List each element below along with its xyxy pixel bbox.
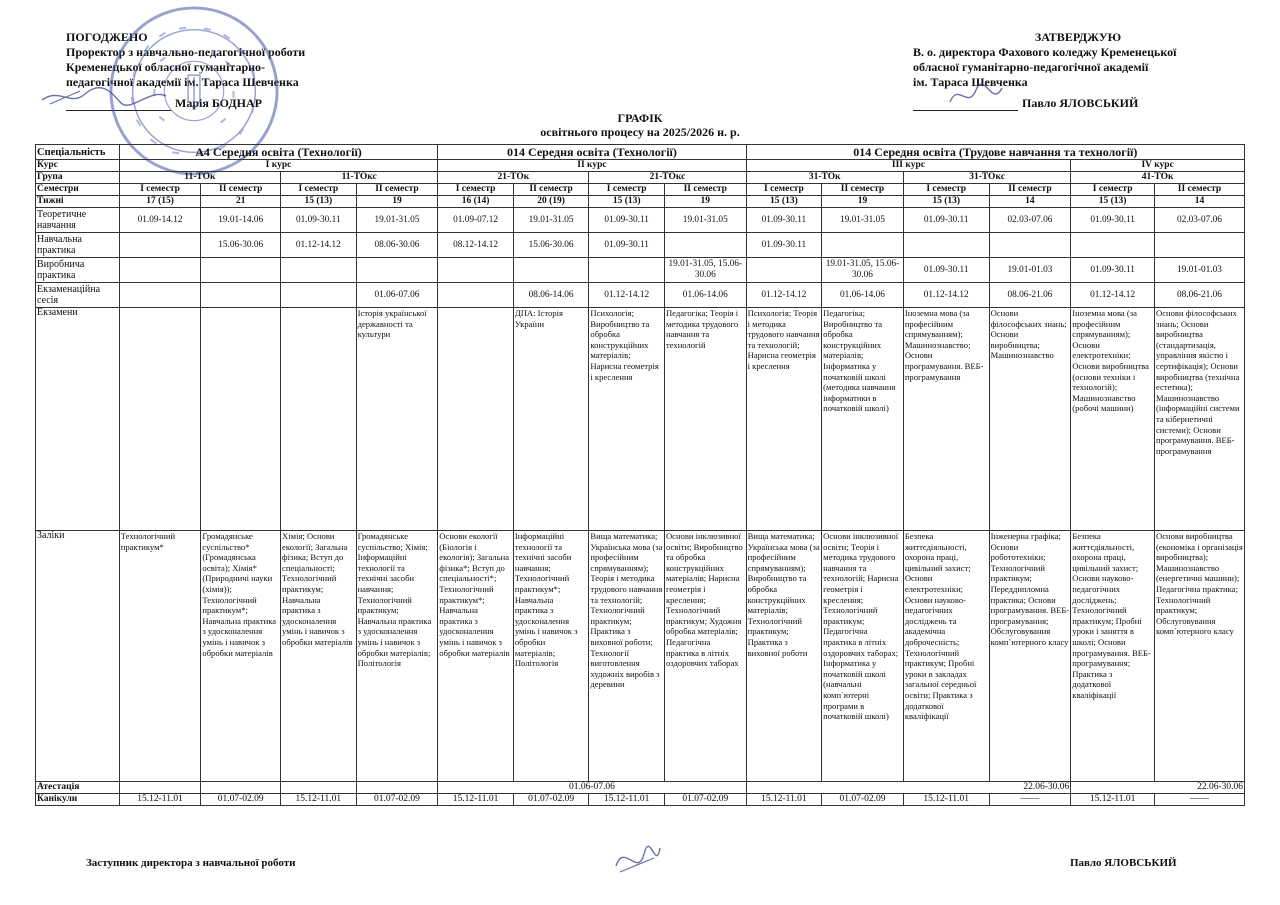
weeks-cell: 21 xyxy=(201,196,281,208)
theory-cell: 02.03-07.06 xyxy=(989,208,1071,233)
exams-cell: Психологія; Теорія і методика трудового навчання та технологій; Нарисна геометрія і креслення xyxy=(746,308,822,531)
approval-right-name: Павло ЯЛОВСЬКИЙ xyxy=(1022,96,1139,110)
vacation-cell: 01.07-02.09 xyxy=(822,794,904,806)
group-cell: 31-ТОкс xyxy=(903,172,1070,184)
theory-label: Теоретичне навчання xyxy=(36,208,120,233)
group-row xyxy=(36,172,1245,184)
production-practice-label: Виробнича практика xyxy=(36,258,120,283)
course-row xyxy=(36,160,1245,172)
group-cell: 41-ТОк xyxy=(1071,172,1245,184)
credits-label: Заліки xyxy=(36,531,120,782)
semester-cell: І семестр xyxy=(589,184,665,196)
exams-cell: Іноземна мова (за професійним спрямуванням); Основи електротехніки; Основи виробництва (основи техніки і технологій); Машинознавство (робочі машини) xyxy=(1071,308,1155,531)
approval-right-line3: ім. Тараса Шевченка xyxy=(913,75,1028,89)
exam-session-cell: 08.06-21.06 xyxy=(989,283,1071,308)
vacation-cell: —— xyxy=(989,794,1071,806)
theory-cell: 01.09-30.11 xyxy=(589,208,665,233)
semester-cell: ІІ семестр xyxy=(513,184,589,196)
specialty-cell: 014 Середня освіта (Технології) xyxy=(438,145,746,160)
vacation-cell: 15.12-11.01 xyxy=(903,794,989,806)
study-practice-cell xyxy=(989,233,1071,258)
credits-cell: Основи виробництва (економіка і організація виробництва); Машинознавство (енергетичні машини); Педагогічна практика; Технологічний практикум; Обслуговування комп`ютерного класу xyxy=(1154,531,1244,782)
theory-cell: 02.03-07.06 xyxy=(1154,208,1244,233)
approval-left-line2: Кременецької обласної гуманітарно- xyxy=(66,60,266,74)
semester-cell: ІІ семестр xyxy=(1154,184,1244,196)
weeks-row xyxy=(36,196,1245,208)
study-practice-cell xyxy=(1071,233,1155,258)
production-practice-cell: 19.01-01.03 xyxy=(989,258,1071,283)
attestation-label: Атестація xyxy=(36,782,120,794)
attestation-cell: 22.06-30.06 xyxy=(746,782,1071,794)
vacation-cell: 01.07-02.09 xyxy=(356,794,438,806)
exam-session-cell xyxy=(281,283,357,308)
group-cell: 11-ТОк xyxy=(119,172,280,184)
semester-cell: ІІ семестр xyxy=(989,184,1071,196)
semester-cell: ІІ семестр xyxy=(201,184,281,196)
exams-row xyxy=(36,308,1245,531)
group-cell: 21-ТОкс xyxy=(589,172,746,184)
production-practice-cell: 19.01-31.05, 15.06-30.06 xyxy=(664,258,746,283)
weeks-label: Тижні xyxy=(36,196,120,208)
weeks-cell: 17 (15) xyxy=(119,196,201,208)
approval-right-heading: ЗАТВЕРДЖУЮ xyxy=(1034,30,1122,44)
production-practice-cell xyxy=(438,258,514,283)
semester-cell: ІІ семестр xyxy=(664,184,746,196)
exams-cell xyxy=(281,308,357,531)
exam-session-row xyxy=(36,283,1245,308)
production-practice-cell xyxy=(281,258,357,283)
weeks-cell: 16 (14) xyxy=(438,196,514,208)
approval-right-line1: В. о. директора Фахового коледжу Кременецької xyxy=(913,45,1177,59)
vacation-cell: 15.12-11.01 xyxy=(1071,794,1155,806)
exams-cell: Педагогіка; Теорія і методика трудового навчання та технологій xyxy=(664,308,746,531)
exam-session-cell xyxy=(438,283,514,308)
exam-session-cell: 01.12-14.12 xyxy=(589,283,665,308)
credits-cell: Технологічний практикум* xyxy=(119,531,201,782)
attestation-cell xyxy=(281,782,357,794)
theory-cell: 01.09-30.11 xyxy=(746,208,822,233)
credits-cell: Вища математика; Українська мова (за професійним спрямуванням); Виробництво та обробка конструкційних матеріалів; Технологічний практикум; Практика з виховної роботи xyxy=(746,531,822,782)
theory-cell: 19.01-31.05 xyxy=(664,208,746,233)
weeks-cell: 14 xyxy=(989,196,1071,208)
exam-session-cell: 01.06-07.06 xyxy=(356,283,438,308)
credits-cell: Безпека життєдіяльності, охорона праці, цивільний захист; Основи науково-педагогічних досліджень; Технологічний практикум; Пробні уроки і заняття в школі; Основи програмування. ВЕБ-програмування; Практика з додаткової кваліфікації xyxy=(1071,531,1155,782)
production-practice-cell xyxy=(746,258,822,283)
vacation-cell: 01.07-02.09 xyxy=(664,794,746,806)
vacation-label: Канікули xyxy=(36,794,120,806)
exam-session-cell: 01.06-14.06 xyxy=(822,283,904,308)
footer-left-text: Заступник директора з навчальної роботи xyxy=(86,857,296,869)
schedule-table xyxy=(35,144,1245,806)
vacation-row xyxy=(36,794,1245,806)
vacation-cell: 15.12-11.01 xyxy=(119,794,201,806)
weeks-cell: 15 (13) xyxy=(746,196,822,208)
production-practice-cell xyxy=(119,258,201,283)
approval-right-line2: обласної гуманітарно-педагогічної академії xyxy=(913,60,1149,74)
attestation-row xyxy=(36,782,1245,794)
course-cell: І курс xyxy=(119,160,438,172)
exam-session-cell: 01.12-14.12 xyxy=(903,283,989,308)
production-practice-cell xyxy=(589,258,665,283)
study-practice-cell: 01.09-30.11 xyxy=(589,233,665,258)
study-practice-cell: 08.06-30.06 xyxy=(356,233,438,258)
study-practice-cell xyxy=(822,233,904,258)
theory-cell: 01.09-07.12 xyxy=(438,208,514,233)
weeks-cell: 15 (13) xyxy=(1071,196,1155,208)
production-practice-cell xyxy=(513,258,589,283)
credits-cell: Основи екології (Біологія і екологія); Загальна фізика*; Вступ до спеціальності*; Технологічний практикум*; Навчальна практика з удосконалення умінь і навичок з обробки матеріалів xyxy=(438,531,514,782)
exam-session-cell xyxy=(119,283,201,308)
production-practice-cell xyxy=(201,258,281,283)
weeks-cell: 19 xyxy=(822,196,904,208)
group-cell: 11-ТОкс xyxy=(281,172,438,184)
credits-cell: Вища математика; Українська мова (за професійним спрямуванням); Теорія і методика трудового навчання та технологій; Технологічний практикум; Практика з виховної роботи; Технології виготовлення художніх виробів з деревини xyxy=(589,531,665,782)
group-label: Група xyxy=(36,172,120,184)
study-practice-cell: 08.12-14.12 xyxy=(438,233,514,258)
study-practice-cell xyxy=(1154,233,1244,258)
credits-row xyxy=(36,531,1245,782)
production-practice-row xyxy=(36,258,1245,283)
exams-cell: Історія української державності та культури xyxy=(356,308,438,531)
course-cell: ІV курс xyxy=(1071,160,1245,172)
study-practice-cell: 15.06-30.06 xyxy=(513,233,589,258)
weeks-cell: 19 xyxy=(664,196,746,208)
weeks-cell: 14 xyxy=(1154,196,1244,208)
attestation-cell: 01.06-07.06 xyxy=(438,782,746,794)
study-practice-label: Навчальна практика xyxy=(36,233,120,258)
title-sub: освітнього процесу на 2025/2026 н. р. xyxy=(540,125,740,139)
semester-row xyxy=(36,184,1245,196)
exams-cell xyxy=(201,308,281,531)
course-cell: ІІ курс xyxy=(438,160,746,172)
vacation-cell: —— xyxy=(1154,794,1244,806)
theory-cell: 19.01-31.05 xyxy=(513,208,589,233)
approval-left-line1: Проректор з навчально-педагогічної роботи xyxy=(66,45,306,59)
semester-cell: І семестр xyxy=(746,184,822,196)
vacation-cell: 15.12-11.01 xyxy=(281,794,357,806)
document-title xyxy=(0,111,1280,139)
study-practice-cell: 01.09-30.11 xyxy=(746,233,822,258)
group-cell: 31-ТОк xyxy=(746,172,903,184)
credits-cell: Інженерна графіка; Основи робототехніки; Технологічний практикум; Переддипломна практика; Основи програмування. ВЕБ-програмування; Обслуговування комп`ютерного класу xyxy=(989,531,1071,782)
exams-cell: Педагогіка; Виробництво та обробка конструкційних матеріалів; Інформатика у початковій школі (методика навчання інформатики в початковій школі) xyxy=(822,308,904,531)
footer-right-text: Павло ЯЛОВСЬКИЙ xyxy=(1070,857,1177,869)
exams-cell: Іноземна мова (за професійним спрямуванням); Машинознавство; Основи програмування. ВЕБ-програмування xyxy=(903,308,989,531)
credits-cell: Безпека життєдіяльності, охорона праці, цивільний захист; Основи електротехніки; Основи науково-педагогічних досліджень та академічна доброчесність; Технологічний практикум; Пробні уроки в закладах загальної середньої освіти; Практика з додаткової кваліфікації xyxy=(903,531,989,782)
exam-session-cell: 01.06-14.06 xyxy=(664,283,746,308)
specialty-cell: 014 Середня освіта (Трудове навчання та технології) xyxy=(746,145,1244,160)
attestation-cell xyxy=(119,782,201,794)
semester-label: Семестри xyxy=(36,184,120,196)
approval-left-heading: ПОГОДЖЕНО xyxy=(66,30,148,44)
vacation-cell: 01.07-02.09 xyxy=(201,794,281,806)
production-practice-cell: 19.01-01.03 xyxy=(1154,258,1244,283)
production-practice-cell: 01.09-30.11 xyxy=(903,258,989,283)
credits-cell: Основи інклюзивної освіти; Виробництво та обробка конструкційних матеріалів; Нарисна геометрія і креслення; Технологічний практикум; Художня обробка матеріалів; Педагогічна практика в літніх оздоровчих таборах xyxy=(664,531,746,782)
exams-cell: Основи філософських знань; Основи виробництва; Машинознавство xyxy=(989,308,1071,531)
theory-cell: 19.01-31.05 xyxy=(356,208,438,233)
exams-cell: Основи філософських знань; Основи виробництва (стандартизація, управління якістю і сертифікація); Основи виробництва (технічна естетика); Машинознавство (інформаційні системи та кібернетичні системи); Основи програмування. ВЕБ-програмування xyxy=(1154,308,1244,531)
attestation-cell: 22.06-30.06 xyxy=(1071,782,1245,794)
exam-session-cell xyxy=(201,283,281,308)
weeks-cell: 20 (19) xyxy=(513,196,589,208)
study-practice-cell xyxy=(664,233,746,258)
exams-cell: ДПА: Історія України xyxy=(513,308,589,531)
signature-right xyxy=(946,80,1006,112)
credits-cell: Основи інклюзивної освіти; Теорія і методика трудового навчання та технологій; Нарисна геометрія і креслення; Технологічний практикум; Педагогічна практика в літніх оздоровчих таборах; Інформатика у початковій школі (навчальні комп`ютерні програми в початковій школі) xyxy=(822,531,904,782)
semester-cell: І семестр xyxy=(119,184,201,196)
production-practice-cell: 01.09-30.11 xyxy=(1071,258,1155,283)
attestation-cell xyxy=(201,782,281,794)
specialty-label: Спеціальність xyxy=(36,145,120,160)
specialty-cell: А4 Середня освіта (Технології) xyxy=(119,145,438,160)
theory-cell: 01.09-30.11 xyxy=(903,208,989,233)
signature-left xyxy=(40,82,170,112)
vacation-cell: 15.12-11.01 xyxy=(746,794,822,806)
exams-label: Екзамени xyxy=(36,308,120,531)
study-practice-cell: 01.12-14.12 xyxy=(281,233,357,258)
weeks-cell: 15 (13) xyxy=(903,196,989,208)
course-label: Курс xyxy=(36,160,120,172)
signature-footer xyxy=(610,836,662,884)
approval-left-line3: педагогічної академії ім. Тараса Шевченка xyxy=(66,75,299,89)
exam-session-cell: 01.12-14.12 xyxy=(746,283,822,308)
semester-cell: ІІ семестр xyxy=(822,184,904,196)
theory-cell: 19.01-14.06 xyxy=(201,208,281,233)
study-practice-row xyxy=(36,233,1245,258)
exam-session-cell: 08.06-14.06 xyxy=(513,283,589,308)
vacation-cell: 15.12-11.01 xyxy=(438,794,514,806)
study-practice-cell: 15.06-30.06 xyxy=(201,233,281,258)
exam-session-cell: 08.06-21.06 xyxy=(1154,283,1244,308)
exam-session-label: Екзаменаційна сесія xyxy=(36,283,120,308)
semester-cell: ІІ семестр xyxy=(356,184,438,196)
weeks-cell: 15 (13) xyxy=(281,196,357,208)
exams-cell xyxy=(438,308,514,531)
theory-cell: 19.01-31.05 xyxy=(822,208,904,233)
group-cell: 21-ТОк xyxy=(438,172,589,184)
attestation-cell xyxy=(356,782,438,794)
production-practice-cell: 19.01-31.05, 15.06-30.06 xyxy=(822,258,904,283)
credits-cell: Громадянське суспільство; Хімія; Інформаційні технології та технічні засоби навчання; Технологічний практикум; Навчальна практика з удосконалення умінь і навичок з обробки матеріалів; Політологія xyxy=(356,531,438,782)
vacation-cell: 01.07-02.09 xyxy=(513,794,589,806)
semester-cell: І семестр xyxy=(903,184,989,196)
title-main: ГРАФІК xyxy=(617,111,663,125)
exam-session-cell: 01.12-14.12 xyxy=(1071,283,1155,308)
vacation-cell: 15.12-11.01 xyxy=(589,794,665,806)
theory-cell: 01.09-14.12 xyxy=(119,208,201,233)
weeks-cell: 19 xyxy=(356,196,438,208)
course-cell: ІІІ курс xyxy=(746,160,1071,172)
weeks-cell: 15 (13) xyxy=(589,196,665,208)
exams-cell xyxy=(119,308,201,531)
credits-cell: Інформаційні технології та технічні засоби навчання; Технологічний практикум*; Навчальна практика з удосконалення умінь і навичок з обробки матеріалів; Політологія xyxy=(513,531,589,782)
production-practice-cell xyxy=(356,258,438,283)
semester-cell: І семестр xyxy=(1071,184,1155,196)
credits-cell: Громадянське суспільство* (Громадянська освіта); Хімія* (Природничі науки (хімія)); Технологічний практикум*; Навчальна практика з удосконалення умінь і навичок з обробки матеріалів xyxy=(201,531,281,782)
specialty-row xyxy=(36,145,1245,160)
theory-cell: 01.09-30.11 xyxy=(1071,208,1155,233)
approval-left-name: Марія БОДНАР xyxy=(175,96,262,110)
semester-cell: І семестр xyxy=(281,184,357,196)
study-practice-cell xyxy=(119,233,201,258)
exams-cell: Психологія; Виробництво та обробка конструкційних матеріалів; Нарисна геометрія і креслення xyxy=(589,308,665,531)
theory-row xyxy=(36,208,1245,233)
semester-cell: І семестр xyxy=(438,184,514,196)
theory-cell: 01.09-30.11 xyxy=(281,208,357,233)
credits-cell: Хімія; Основи екології; Загальна фізика; Вступ до спеціальності; Технологічний практикум; Навчальна практика з удосконалення умінь і навичок з обробки матеріалів xyxy=(281,531,357,782)
study-practice-cell xyxy=(903,233,989,258)
